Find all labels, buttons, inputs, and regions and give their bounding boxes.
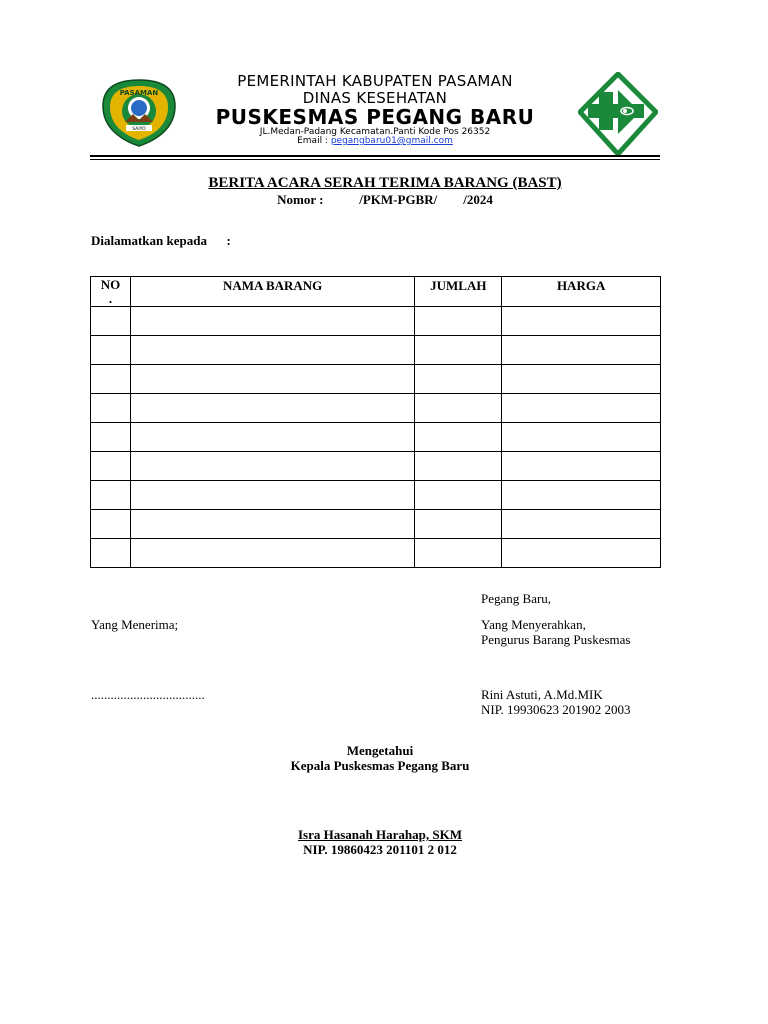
addressed-to-label: Dialamatkan kepada :: [91, 233, 231, 248]
cell-no[interactable]: [91, 394, 131, 423]
head-name: Isra Hasanah Harahap, SKM: [298, 827, 462, 842]
cell-harga[interactable]: [502, 510, 661, 539]
table-row: [91, 336, 661, 365]
cell-nama-barang[interactable]: [130, 336, 414, 365]
header-no: NO .: [91, 277, 131, 307]
organization-address: JL.Medan-Padang Kecamatan.Panti Kode Pos 26352: [259, 127, 491, 137]
email-link[interactable]: pegangbaru01@gmail.com: [330, 136, 453, 146]
cell-nama-barang[interactable]: [130, 394, 414, 423]
cell-no[interactable]: [91, 336, 131, 365]
giver-nip: NIP. 19930623 201902 2003: [481, 702, 631, 717]
table-row: [91, 307, 661, 336]
cell-harga[interactable]: [502, 481, 661, 510]
cell-jumlah[interactable]: [415, 423, 502, 452]
giver-name: Rini Astuti, A.Md.MIK: [481, 687, 603, 702]
puskesmas-logo: [578, 72, 658, 156]
cell-no[interactable]: [91, 307, 131, 336]
cell-jumlah[interactable]: [415, 336, 502, 365]
items-table: [90, 276, 661, 568]
email-label: Email :: [297, 136, 331, 146]
document-number: Nomor : /PKM-PGBR/ /2024: [277, 192, 493, 207]
cell-no[interactable]: [91, 510, 131, 539]
table-row: [91, 481, 661, 510]
cell-harga[interactable]: [502, 365, 661, 394]
head-role: Kepala Puskesmas Pegang Baru: [290, 758, 470, 773]
giver-label: Yang Menyerahkan,: [481, 617, 586, 632]
cell-no[interactable]: [91, 423, 131, 452]
svg-text:SAIYO: SAIYO: [132, 127, 146, 132]
table-row: [91, 510, 661, 539]
receiver-signature-line: ...................................: [91, 687, 205, 702]
receiver-label: Yang Menerima;: [91, 617, 179, 632]
cell-no[interactable]: [91, 365, 131, 394]
department-title: DINAS KESEHATAN: [302, 89, 448, 107]
table-row: [91, 394, 661, 423]
cell-harga[interactable]: [502, 452, 661, 481]
cell-nama-barang[interactable]: [130, 481, 414, 510]
organization-name: PUSKESMAS PEGANG BARU: [215, 105, 535, 129]
government-title: PEMERINTAH KABUPATEN PASAMAN: [237, 72, 513, 90]
acknowledge-label: Mengetahui: [346, 743, 414, 758]
signing-place: Pegang Baru,: [481, 591, 552, 606]
cell-nama-barang[interactable]: [130, 452, 414, 481]
cell-harga[interactable]: [502, 307, 661, 336]
table-row: [91, 539, 661, 568]
table-row: [91, 452, 661, 481]
header-nama-barang: NAMA BARANG: [130, 277, 414, 307]
cell-jumlah[interactable]: [415, 365, 502, 394]
cell-harga[interactable]: [502, 394, 661, 423]
svg-text:PASAMAN: PASAMAN: [119, 89, 159, 97]
cell-nama-barang[interactable]: [130, 307, 414, 336]
cell-jumlah[interactable]: [415, 510, 502, 539]
cell-nama-barang[interactable]: [130, 423, 414, 452]
table-row: [91, 423, 661, 452]
giver-role: Pengurus Barang Puskesmas: [481, 632, 631, 647]
table-row: [91, 365, 661, 394]
cell-nama-barang[interactable]: [130, 539, 414, 568]
header-divider-thin: [90, 159, 660, 160]
cell-no[interactable]: [91, 539, 131, 568]
cell-harga[interactable]: [502, 336, 661, 365]
head-nip: NIP. 19860423 201101 2 012: [303, 842, 457, 857]
cell-nama-barang[interactable]: [130, 365, 414, 394]
cell-jumlah[interactable]: [415, 452, 502, 481]
cell-jumlah[interactable]: [415, 481, 502, 510]
cell-jumlah[interactable]: [415, 307, 502, 336]
header-jumlah: JUMLAH: [415, 277, 502, 307]
cell-jumlah[interactable]: [415, 394, 502, 423]
cell-no[interactable]: [91, 452, 131, 481]
header-harga: HARGA: [502, 277, 661, 307]
cell-harga[interactable]: [502, 539, 661, 568]
pasaman-regency-logo: [99, 78, 179, 148]
table-header-row: [91, 277, 661, 307]
organization-email: [180, 136, 570, 146]
cell-no[interactable]: [91, 481, 131, 510]
cell-harga[interactable]: [502, 423, 661, 452]
document-title: BERITA ACARA SERAH TERIMA BARANG (BAST): [208, 175, 562, 191]
cell-nama-barang[interactable]: [130, 510, 414, 539]
cell-jumlah[interactable]: [415, 539, 502, 568]
header-divider-thick: [90, 155, 660, 157]
